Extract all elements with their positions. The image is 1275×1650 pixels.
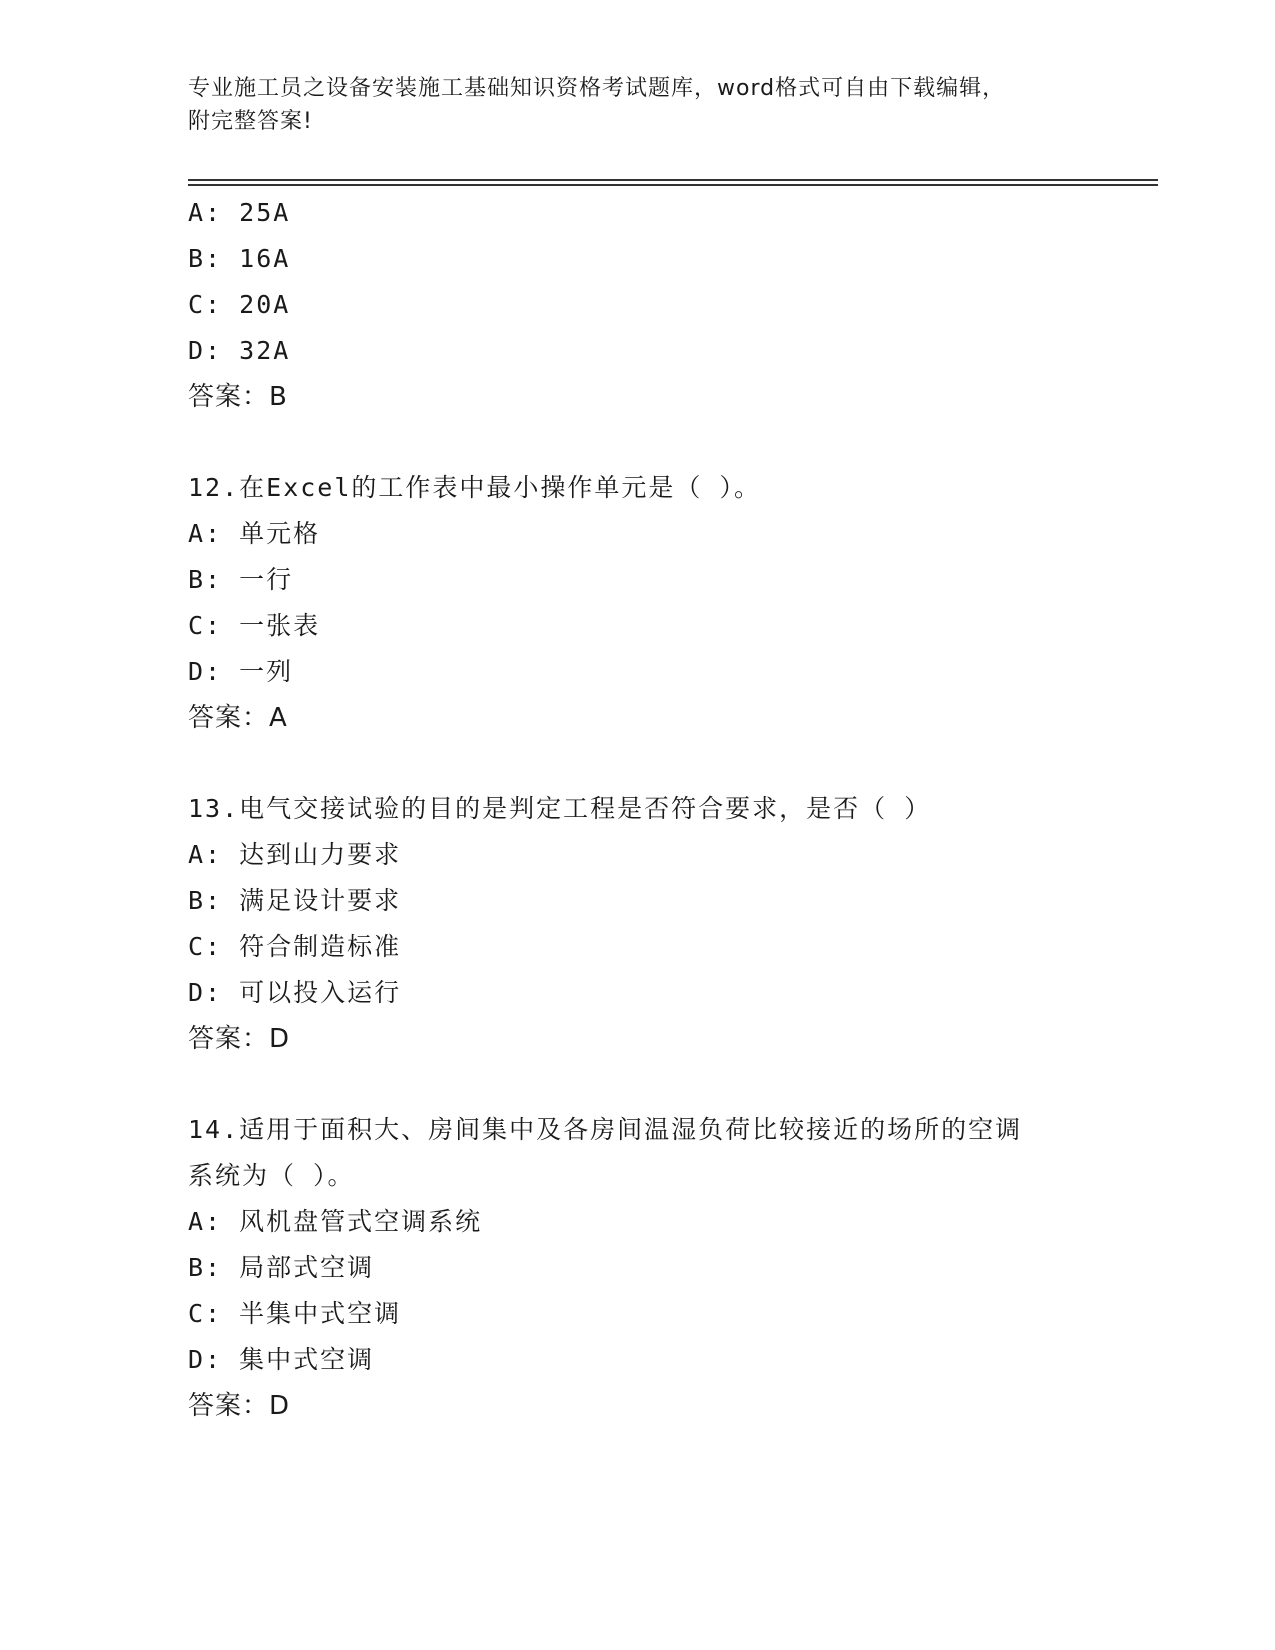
option-a: A: 25A — [188, 198, 291, 227]
question-title: 12.在Excel的工作表中最小操作单元是（ ）。 — [188, 473, 761, 502]
question-block-13 — [188, 786, 1148, 1062]
question-block-11 — [188, 190, 1148, 420]
option-d: D: 32A — [188, 336, 291, 365]
option-b: B: 16A — [188, 244, 291, 273]
question-list — [188, 190, 1148, 1429]
header-divider-bottom — [188, 184, 1158, 186]
option-d: D: 可以投入运行 — [188, 978, 402, 1007]
answer: 答案：D — [188, 1024, 291, 1054]
header-divider-top — [188, 179, 1158, 181]
option-c: C: 半集中式空调 — [188, 1299, 402, 1328]
header-line-2: 附完整答案! — [188, 109, 313, 134]
header-line-1: 专业施工员之设备安装施工基础知识资格考试题库，word格式可自由下载编辑， — [188, 76, 1006, 101]
option-b: B: 一行 — [188, 565, 294, 594]
answer: 答案：D — [188, 1391, 291, 1421]
option-c: C: 一张表 — [188, 611, 321, 640]
question-block-14 — [188, 1107, 1148, 1429]
question-title-line-2: 系统为（ ）。 — [188, 1161, 355, 1190]
option-d: D: 一列 — [188, 657, 294, 686]
question-title-line-1: 14.适用于面积大、房间集中及各房间温湿负荷比较接近的场所的空调 — [188, 1115, 1023, 1144]
answer: 答案：B — [188, 382, 288, 412]
option-d: D: 集中式空调 — [188, 1345, 375, 1374]
option-c: C: 20A — [188, 290, 291, 319]
answer: 答案：A — [188, 703, 288, 733]
question-title: 13.电气交接试验的目的是判定工程是否符合要求，是否（ ） — [188, 794, 932, 823]
option-a: A: 风机盘管式空调系统 — [188, 1207, 483, 1236]
question-block-12 — [188, 465, 1148, 741]
document-header — [188, 72, 1088, 138]
option-a: A: 达到山力要求 — [188, 840, 402, 869]
option-b: B: 满足设计要求 — [188, 886, 402, 915]
option-a: A: 单元格 — [188, 519, 321, 548]
option-c: C: 符合制造标准 — [188, 932, 402, 961]
option-b: B: 局部式空调 — [188, 1253, 375, 1282]
